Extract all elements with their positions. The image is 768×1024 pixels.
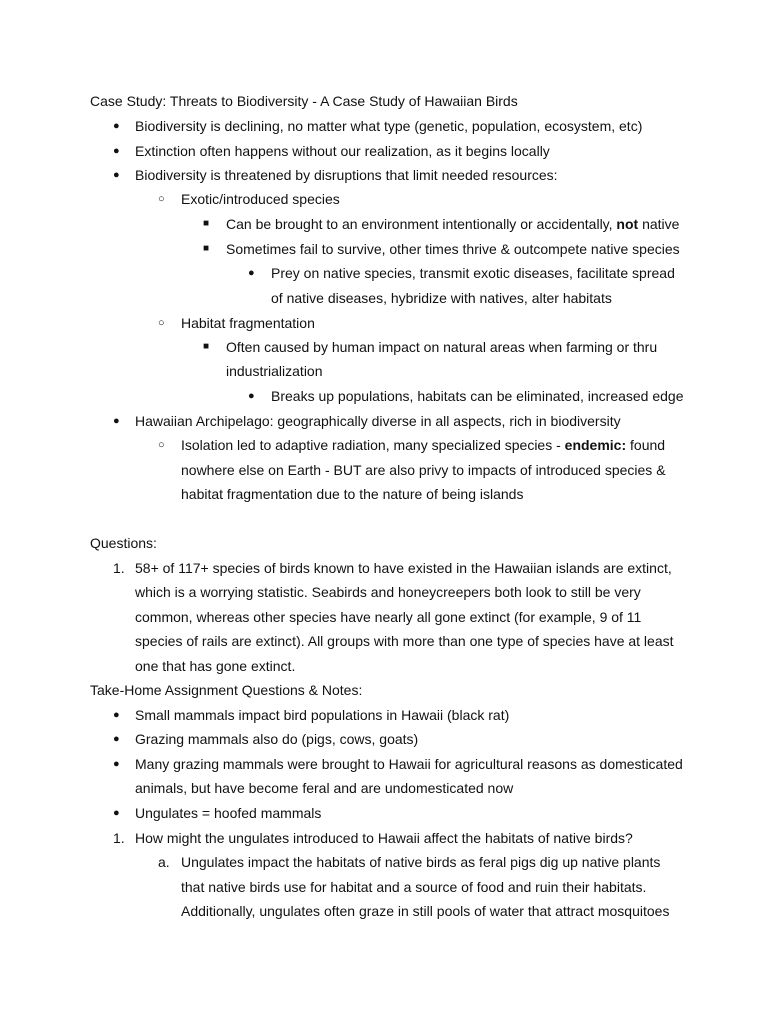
bullet-disc: ●: [113, 145, 120, 157]
bold-text: endemic:: [564, 437, 627, 453]
list-item: Sometimes fail to survive, other times thrive & outcompete native species: [226, 241, 680, 257]
list-item: Breaks up populations, habitats can be eliminated, increased edge: [271, 388, 684, 404]
bullet-disc: ●: [248, 267, 255, 279]
text-segment: Can be brought to an environment intentionally or accidentally,: [226, 216, 617, 232]
list-item: Hawaiian Archipelago: geographically diverse in all aspects, rich in biodiversity: [135, 413, 621, 429]
takehome-heading: Take-Home Assignment Questions & Notes:: [90, 682, 363, 698]
list-item: [181, 436, 665, 454]
text-segment: native: [638, 216, 680, 232]
list-item: Many grazing mammals were brought to Hawaii for agricultural reasons as domesticated: [135, 756, 683, 772]
bullet-circle: ○: [158, 193, 165, 205]
list-item: Biodiversity is declining, no matter what type (genetic, population, ecosystem, etc): [135, 118, 643, 134]
list-item-continuation: one that has gone extinct.: [135, 658, 296, 674]
bullet-circle: ○: [158, 317, 165, 329]
bullet-disc: ●: [113, 807, 120, 819]
list-item: Ungulates = hoofed mammals: [135, 805, 322, 821]
case-study-title: Case Study: Threats to Biodiversity - A Case Study of Hawaiian Birds: [90, 93, 518, 109]
list-item: Often caused by human impact on natural areas when farming or thru: [226, 339, 658, 355]
list-item-continuation: which is a worrying statistic. Seabirds and honeycreepers both look to still be very: [135, 584, 641, 600]
list-item: [226, 215, 679, 233]
text-segment: Isolation led to adaptive radiation, many specialized species -: [181, 437, 565, 453]
bullet-disc: ●: [113, 709, 120, 721]
list-item: Exotic/introduced species: [181, 191, 340, 207]
list-item: How might the ungulates introduced to Hawaii affect the habitats of native birds?: [135, 830, 633, 846]
list-item: 58+ of 117+ species of birds known to have existed in the Hawaiian islands are extinct,: [135, 560, 672, 576]
bullet-disc: ●: [113, 120, 120, 132]
list-letter: a.: [158, 854, 170, 870]
list-item-continuation: industrialization: [226, 363, 323, 379]
bullet-square: ■: [203, 243, 210, 254]
bullet-square: ■: [203, 218, 210, 229]
bullet-disc: ●: [113, 733, 120, 745]
list-item: Extinction often happens without our realization, as it begins locally: [135, 143, 550, 159]
list-item: Grazing mammals also do (pigs, cows, goats): [135, 731, 419, 747]
list-item-continuation: species of rails are extinct). All groups with more than one type of species have at least: [135, 633, 674, 649]
list-item: Ungulates impact the habitats of native birds as feral pigs dig up native plants: [181, 854, 661, 870]
bold-text: not: [616, 216, 639, 232]
list-item: Habitat fragmentation: [181, 315, 315, 331]
questions-heading: Questions:: [90, 535, 157, 551]
list-item-continuation: habitat fragmentation due to the nature of being islands: [181, 486, 524, 502]
bullet-disc: ●: [248, 390, 255, 402]
bullet-disc: ●: [113, 758, 120, 770]
list-item-continuation: of native diseases, hybridize with natives, alter habitats: [271, 290, 612, 306]
list-item-continuation: animals, but have become feral and are undomesticated now: [135, 780, 514, 796]
list-item-continuation: that native birds use for habitat and a source of food and ruin their habitats.: [181, 879, 647, 895]
list-item-continuation: nowhere else on Earth - BUT are also privy to impacts of introduced species &: [181, 462, 666, 478]
bullet-square: ■: [203, 341, 210, 352]
bullet-disc: ●: [113, 169, 120, 181]
list-item: Small mammals impact bird populations in Hawaii (black rat): [135, 707, 510, 723]
bullet-circle: ○: [158, 439, 165, 451]
text-segment: found: [626, 437, 666, 453]
list-item-continuation: common, whereas other species have nearly all gone extinct (for example, 9 of 11: [135, 609, 642, 625]
list-item: Prey on native species, transmit exotic diseases, facilitate spread: [271, 265, 675, 281]
list-number: 1.: [113, 830, 125, 846]
bullet-disc: ●: [113, 415, 120, 427]
list-item-continuation: Additionally, ungulates often graze in still pools of water that attract mosquitoes: [181, 903, 670, 919]
list-number: 1.: [113, 560, 125, 576]
list-item: Biodiversity is threatened by disruptions that limit needed resources:: [135, 167, 558, 183]
